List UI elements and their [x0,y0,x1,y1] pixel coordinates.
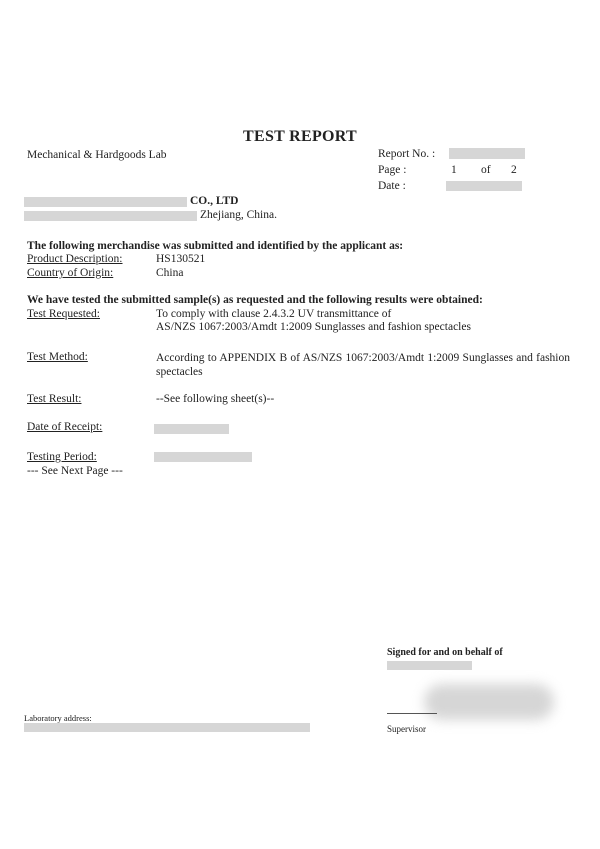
date-label: Date : [378,180,406,192]
page-total: 2 [511,164,517,176]
testing-period-label: Testing Period: [27,451,97,463]
applicant-address-redacted [24,211,197,221]
testing-period-redacted [154,452,252,462]
test-method-value: According to APPENDIX B of AS/NZS 1067:2003/Amdt 1:2009 Sunglasses and fashion spectacles [156,352,570,378]
report-no-redacted [449,148,525,159]
test-requested-line1: To comply with clause 2.4.3.2 UV transmittance of [156,308,392,320]
applicant-address-suffix: Zhejiang, China. [200,209,277,221]
date-of-receipt-redacted [154,424,229,434]
see-next-page: --- See Next Page --- [27,465,123,477]
lab-name: Mechanical & Hardgoods Lab [27,149,167,161]
merchandise-heading: The following merchandise was submitted and identified by the applicant as: [27,240,404,252]
test-result-value: --See following sheet(s)-- [156,393,275,405]
applicant-company-suffix: CO., LTD [190,195,239,207]
signed-on-behalf-label: Signed for and on behalf of [387,647,503,658]
signatory-org-redacted [387,661,472,670]
supervisor-label: Supervisor [387,724,426,734]
test-requested-label: Test Requested: [27,308,100,320]
page-current: 1 [451,164,457,176]
signature-line [387,713,437,714]
test-requested-line2: AS/NZS 1067:2003/Amdt 1:2009 Sunglasses and fashion spectacles [156,321,471,333]
laboratory-address-label: Laboratory address: [24,713,92,723]
test-result-label: Test Result: [27,393,82,405]
date-redacted [446,181,522,191]
date-of-receipt-label: Date of Receipt: [27,421,103,433]
page-of: of [481,164,491,176]
product-description-label: Product Description: [27,253,123,265]
signature-blur [424,684,554,720]
country-of-origin-value: China [156,267,184,279]
test-method-label: Test Method: [27,351,88,363]
product-description-value: HS130521 [156,253,206,265]
tests-heading: We have tested the submitted sample(s) as requested and the following results were obtained: [27,294,483,306]
applicant-name-redacted [24,197,187,207]
page-label: Page : [378,164,407,176]
report-no-label: Report No. : [378,148,436,160]
laboratory-address-redacted [24,723,310,732]
country-of-origin-label: Country of Origin: [27,267,114,279]
report-title: TEST REPORT [243,128,358,145]
